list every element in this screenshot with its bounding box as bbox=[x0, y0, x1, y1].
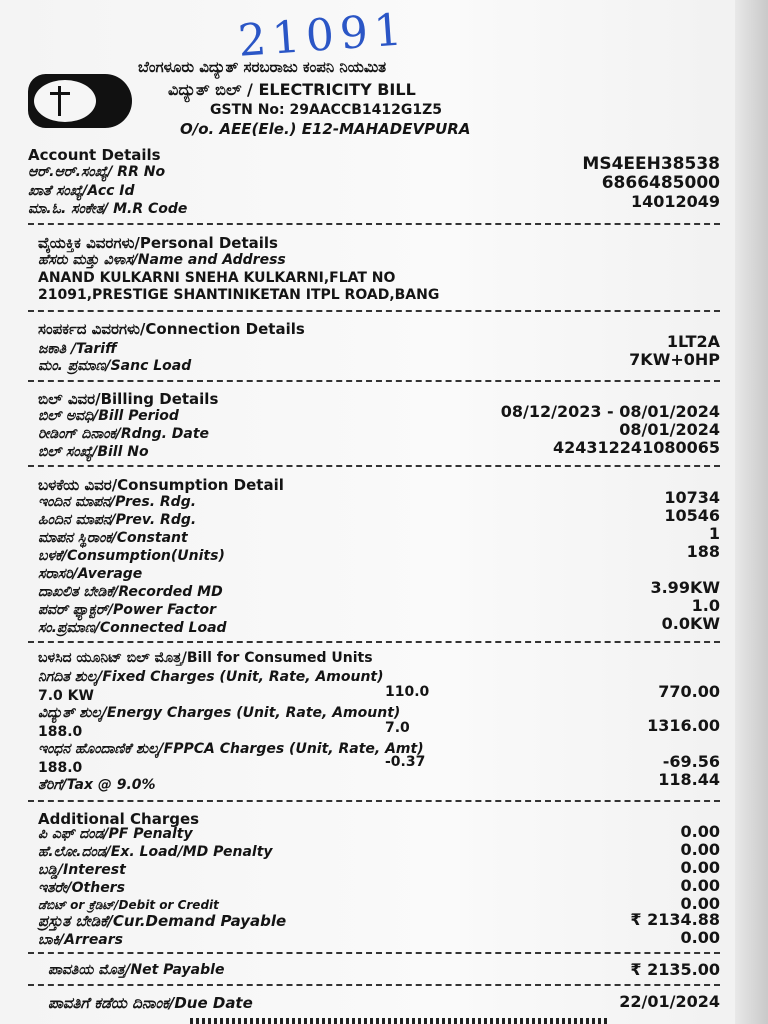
connected-load-value: 0.0KW bbox=[661, 614, 720, 633]
sanc-load-label: ಮಂ. ಪ್ರಮಾಣ/Sanc Load bbox=[38, 358, 192, 374]
pf-penalty-label: ಪಿ ಎಫ್ ದಂಡ/PF Penalty bbox=[38, 826, 193, 842]
personal-section-title: ವೈಯಕ್ತಿಕ ವಿವರಗಳು/Personal Details bbox=[38, 234, 278, 252]
fixed-charges-label: ನಿಗದಿತ ಶುಲ್ಕ/Fixed Charges (Unit, Rate, Amount) bbox=[38, 669, 384, 685]
account-section-title: Account Details bbox=[28, 146, 161, 164]
arrears-label: ಬಾಕಿ/Arrears bbox=[38, 932, 123, 948]
constant-value: 1 bbox=[708, 524, 720, 543]
tax-amount: 118.44 bbox=[658, 770, 720, 789]
handwritten-note: 21091 bbox=[236, 4, 410, 67]
recorded-md-value: 3.99KW bbox=[650, 578, 720, 597]
billing-section-title: ಬಿಲ್ ವಿವರ/Billing Details bbox=[38, 390, 219, 408]
prev-reading-value: 10546 bbox=[664, 506, 720, 525]
rr-value: MS4EEH38538 bbox=[582, 154, 720, 174]
interest-label: ಬಡ್ಡಿ/Interest bbox=[38, 862, 126, 878]
cur-demand-label: ಪ್ರಸ್ತುತ ಬೇಡಿಕೆ/Cur.Demand Payable bbox=[38, 912, 287, 930]
connected-load-label: ಸಂ.ಪ್ರಮಾಣ/Connected Load bbox=[38, 620, 227, 636]
net-payable-value: ₹ 2135.00 bbox=[630, 960, 720, 979]
address-line-1: ANAND KULKARNI SNEHA KULKARNI,FLAT NO bbox=[38, 270, 396, 286]
office-name: O/o. AEE(Ele.) E12-MAHADEVPURA bbox=[180, 120, 471, 138]
prev-reading-label: ಹಿಂದಿನ ಮಾಪನ/Prev. Rdg. bbox=[38, 512, 197, 528]
barcode-strip bbox=[190, 1018, 610, 1024]
reading-date-value: 08/01/2024 bbox=[619, 420, 720, 439]
bill-period-label: ಬಿಲ್ ಅವಧಿ/Bill Period bbox=[38, 408, 179, 424]
units-label: ಬಳಕೆ/Consumption(Units) bbox=[38, 548, 225, 564]
bescom-logo-icon bbox=[28, 74, 132, 128]
divider bbox=[28, 310, 720, 312]
bill-no-value: 424312241080065 bbox=[553, 438, 720, 457]
cur-demand-value: ₹ 2134.88 bbox=[630, 910, 720, 929]
others-value: 0.00 bbox=[680, 876, 720, 895]
due-date-label: ಪಾವತಿಗೆ ಕಡೆಯ ದಿನಾಂಕ/Due Date bbox=[48, 994, 253, 1012]
divider bbox=[28, 223, 720, 225]
fppca-charges-label: ಇಂಧನ ಹೊಂದಾಣಿಕೆ ಶುಲ್ಕ/FPPCA Charges (Unit, Rate, Amt) bbox=[38, 741, 424, 757]
bill-period-value: 08/12/2023 - 08/01/2024 bbox=[500, 402, 720, 421]
consumption-section-title: ಬಳಕೆಯ ವಿವರ/Consumption Detail bbox=[38, 476, 284, 494]
acc-value: 6866485000 bbox=[601, 173, 720, 193]
units-value: 188 bbox=[686, 542, 720, 561]
others-label: ಇತರೇ/Others bbox=[38, 880, 125, 896]
company-name: ಬೆಂಗಳೂರು ವಿದ್ಯುತ್ ಸರಬರಾಜು ಕಂಪನಿ ನಿಯಮಿತ bbox=[138, 58, 387, 76]
mr-value: 14012049 bbox=[630, 192, 720, 211]
reading-date-label: ರೀಡಿಂಗ್ ದಿನಾಂಕ/Rdng. Date bbox=[38, 426, 210, 442]
additional-section-title: Additional Charges bbox=[38, 810, 200, 828]
fppca-amount: -69.56 bbox=[662, 752, 720, 771]
fixed-amount: 770.00 bbox=[658, 682, 720, 701]
charges-section-title: ಬಳಸಿದ ಯೂನಿಟ್ ಬಿಲ್ ಮೊತ್ತ/Bill for Consumed Units bbox=[38, 650, 373, 666]
tax-label: ತೆರಿಗೆ/Tax @ 9.0% bbox=[38, 777, 156, 793]
recorded-md-label: ದಾಖಲಿತ ಬೇಡಿಕೆ/Recorded MD bbox=[38, 584, 223, 600]
energy-charges-label: ವಿದ್ಯುತ್ ಶುಲ್ಕ/Energy Charges (Unit, Rate, Amount) bbox=[38, 705, 401, 721]
mr-label: ಮಾ.ಓ. ಸಂಕೇತ/ M.R Code bbox=[28, 201, 188, 217]
divider bbox=[28, 641, 720, 643]
divider bbox=[28, 952, 720, 954]
ex-load-value: 0.00 bbox=[680, 840, 720, 859]
pf-penalty-value: 0.00 bbox=[680, 822, 720, 841]
pres-reading-value: 10734 bbox=[664, 488, 720, 507]
fppca-unit: 188.0 bbox=[38, 760, 83, 776]
gstn-number: GSTN No: 29AACCB1412G1Z5 bbox=[210, 102, 442, 118]
power-factor-label: ಪವರ್ ಫ್ಯಾಕ್ಟರ್/Power Factor bbox=[38, 602, 216, 618]
divider bbox=[28, 984, 720, 986]
divider bbox=[28, 800, 720, 802]
name-address-label: ಹೆಸರು ಮತ್ತು ವಿಳಾಸ/Name and Address bbox=[38, 252, 286, 268]
ex-load-label: ಹೆ.ಲೋ.ದಂಡ/Ex. Load/MD Penalty bbox=[38, 844, 273, 860]
net-payable-label: ಪಾವತಿಯ ಮೊತ್ತ/Net Payable bbox=[48, 962, 225, 978]
divider bbox=[28, 380, 720, 382]
connection-section-title: ಸಂಪರ್ಕದ ವಿವರಗಳು/Connection Details bbox=[38, 320, 305, 338]
average-label: ಸರಾಸರಿ/Average bbox=[38, 566, 143, 582]
power-factor-value: 1.0 bbox=[691, 596, 720, 615]
debit-credit-value: 0.00 bbox=[680, 894, 720, 913]
due-date-value: 22/01/2024 bbox=[619, 992, 720, 1011]
address-line-2: 21091,PRESTIGE SHANTINIKETAN ITPL ROAD,BANG bbox=[38, 287, 440, 303]
arrears-value: 0.00 bbox=[680, 928, 720, 947]
fixed-rate: 110.0 bbox=[385, 684, 430, 700]
energy-rate: 7.0 bbox=[385, 720, 410, 736]
energy-unit: 188.0 bbox=[38, 724, 83, 740]
paper-edge bbox=[735, 0, 768, 1024]
tariff-value: 1LT2A bbox=[666, 332, 720, 351]
acc-label: ಖಾತೆ ಸಂಖ್ಯೆ/Acc Id bbox=[28, 183, 135, 199]
sanc-load-value: 7KW+0HP bbox=[629, 350, 720, 369]
bill-title: ವಿದ್ಯುತ್ ಬಿಲ್ / ELECTRICITY BILL bbox=[168, 80, 416, 99]
pres-reading-label: ಇಂದಿನ ಮಾಪನ/Pres. Rdg. bbox=[38, 494, 197, 510]
interest-value: 0.00 bbox=[680, 858, 720, 877]
fixed-unit: 7.0 KW bbox=[38, 688, 94, 704]
rr-label: ಆರ್.ಆರ್.ಸಂಖ್ಯೆ/ RR No bbox=[28, 164, 166, 180]
energy-amount: 1316.00 bbox=[647, 716, 720, 735]
divider bbox=[28, 465, 720, 467]
constant-label: ಮಾಪನ ಸ್ಥಿರಾಂಕ/Constant bbox=[38, 530, 188, 546]
bill-no-label: ಬಿಲ್ ಸಂಖ್ಯೆ/Bill No bbox=[38, 444, 149, 460]
debit-credit-label: ಡೆಬಿಟ್ or ಕ್ರೆಡಿಟ್/Debit or Credit bbox=[38, 898, 219, 912]
tariff-label: ಜಕಾತಿ /Tariff bbox=[38, 341, 117, 357]
fppca-rate: -0.37 bbox=[385, 754, 426, 770]
